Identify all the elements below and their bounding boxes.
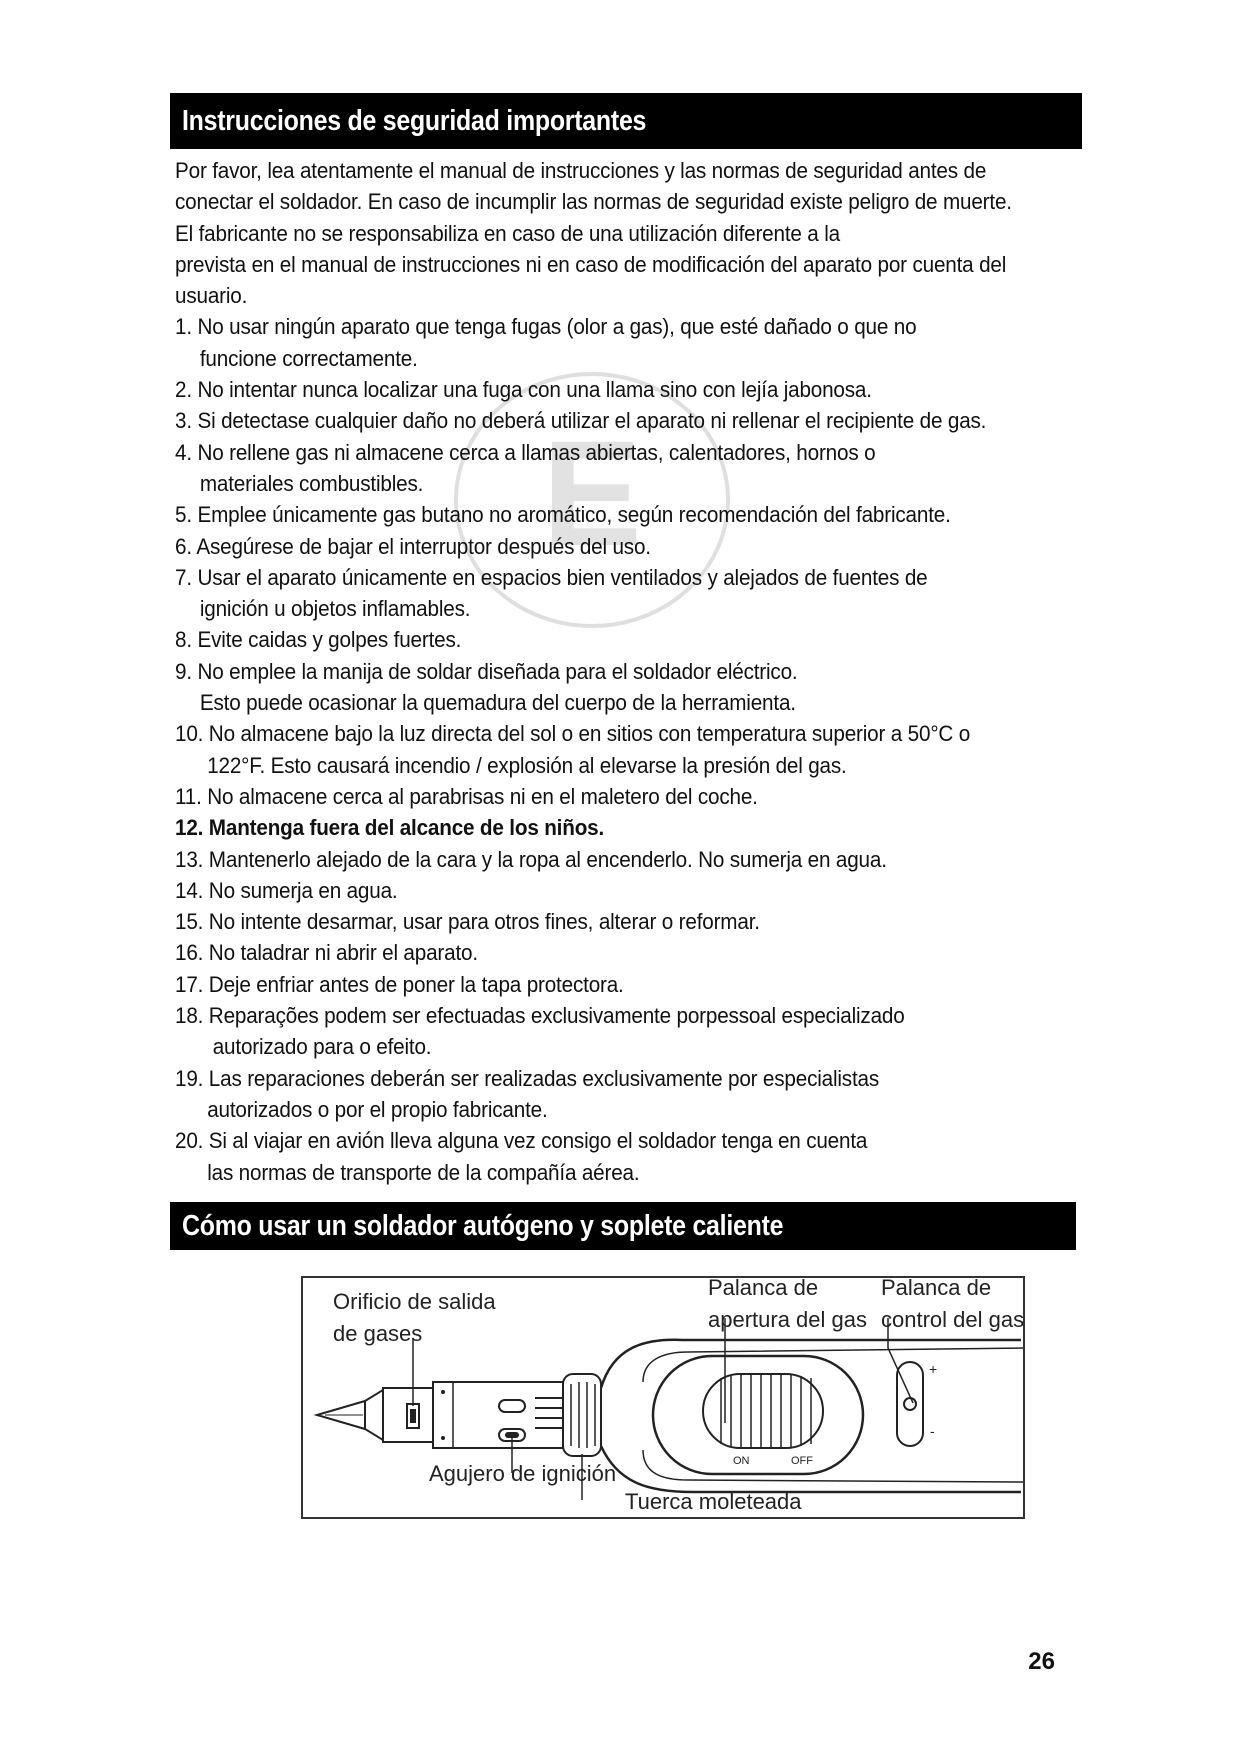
intro-line: usuario. (175, 283, 248, 309)
label-gas-outlet-2: de gases (333, 1321, 423, 1346)
item-text: No usar ningún aparato que tenga fugas (olor a gas), que esté dañado o que no (197, 314, 917, 340)
item-text-cont: autorizados o por el propio fabricante. (207, 1096, 548, 1122)
item-text-cont: funcione correctamente. (199, 345, 418, 371)
item-number: 5. (175, 502, 192, 528)
intro-line: conectar el soldador. En caso de incumplir las normas de seguridad existe peligro de muerte. (175, 189, 1012, 215)
list-item (175, 906, 1075, 937)
item-text: Mantenga fuera del alcance de los niños. (208, 815, 605, 841)
item-number: 2. (175, 377, 192, 403)
item-text-cont: autorizado para o efeito. (212, 1034, 432, 1060)
list-item (175, 562, 1075, 625)
list-item (175, 875, 1075, 906)
item-number: 11. (175, 783, 202, 809)
list-item (175, 969, 1075, 1000)
item-number: 12. (175, 815, 204, 841)
item-text: Si detectase cualquier daño no deberá utilizar el aparato ni rellenar el recipiente de gas. (197, 408, 987, 434)
label-ignition-hole: Agujero de ignición (429, 1461, 617, 1486)
intro-line: prevista en el manual de instrucciones ni en caso de modificación del aparato por cuenta del (175, 251, 1007, 277)
item-number: 20. (175, 1128, 204, 1154)
item-text: Si al viajar en avión lleva alguna vez consigo el soldador tenga en cuenta (208, 1128, 868, 1154)
item-number: 10. (175, 721, 204, 747)
item-number: 17. (175, 971, 204, 997)
list-item (175, 844, 1075, 875)
watermark-letter: E (541, 409, 643, 577)
label-control-lever: Palanca de (881, 1275, 992, 1300)
list-item (175, 405, 1075, 436)
item-number: 3. (175, 408, 192, 434)
list-item (175, 499, 1075, 530)
list-item (175, 531, 1075, 562)
list-item (175, 1000, 1075, 1063)
item-text: Mantenerlo alejado de la cara y la ropa al encenderlo. No sumerja en agua. (208, 846, 887, 872)
intro-line: El fabricante no se responsabiliza en caso de una utilización diferente a la (175, 220, 840, 246)
label-open-lever: Palanca de (708, 1275, 819, 1300)
item-text: Usar el aparato únicamente en espacios bien ventilados y alejados de fuentes de (197, 564, 928, 590)
item-number: 9. (175, 658, 192, 684)
switch-on-label: ON (733, 1455, 750, 1467)
list-item (175, 1063, 1075, 1126)
item-text-cont: ignición u objetos inflamables. (199, 596, 471, 622)
item-number: 18. (175, 1003, 204, 1029)
item-text: No rellene gas ni almacene cerca a llamas abiertas, calentadores, hornos o (197, 439, 876, 465)
safety-list (175, 311, 1075, 1187)
intro-line: Por favor, lea atentamente el manual de instrucciones y las normas de seguridad antes de (175, 158, 987, 183)
section-heading-usage (170, 1202, 1076, 1250)
nozzle-shape (365, 1390, 383, 1440)
item-number: 4. (175, 439, 192, 465)
section-heading-safety (170, 93, 1082, 149)
list-item (175, 311, 1075, 374)
label-gas-outlet: Orificio de salida (333, 1289, 496, 1314)
list-item (175, 718, 1075, 781)
item-text: No almacene bajo la luz directa del sol o en sitios con temperatura superior a 50°C o (208, 721, 971, 747)
intro-paragraph (175, 155, 1075, 311)
item-text-cont: materiales combustibles. (199, 470, 424, 496)
switch-off-label: OFF (791, 1455, 813, 1467)
item-text: Emplee únicamente gas butano no aromático, según recomendación del fabricante. (197, 502, 951, 528)
list-item (175, 1125, 1075, 1188)
item-text: Deje enfriar antes de poner la tapa protectora. (208, 971, 624, 997)
item-number: 15. (175, 909, 204, 935)
item-text: No almacene cerca al parabrisas ni en el maletero del coche. (207, 783, 758, 809)
item-text: No emplee la manija de soldar diseñada para el soldador eléctrico. (197, 658, 798, 684)
minus-label: - (930, 1423, 935, 1439)
item-text-cont: las normas de transporte de la compañía aérea. (207, 1159, 640, 1185)
label-knurled-nut: Tuerca moleteada (625, 1489, 802, 1514)
label-control-lever-2: control del gas (881, 1307, 1025, 1332)
list-item-emphasis (175, 812, 1075, 843)
item-number: 19. (175, 1065, 204, 1091)
item-number: 14. (175, 877, 204, 903)
item-text: Evite caidas y golpes fuertes. (197, 627, 462, 653)
soldering-iron-diagram (301, 1276, 1025, 1519)
heading-text: Instrucciones de seguridad importantes (182, 105, 647, 137)
item-number: 13. (175, 846, 204, 872)
list-item (175, 374, 1075, 405)
item-number: 1. (175, 314, 192, 340)
item-number: 8. (175, 627, 192, 653)
page-number: 26 (1028, 1648, 1055, 1675)
list-item (175, 437, 1075, 500)
safety-text (175, 155, 1075, 1188)
ignition-hole (499, 1400, 525, 1412)
item-text: No taladrar ni abrir el aparato. (208, 940, 478, 966)
item-text: No intente desarmar, usar para otros fines, alterar o reformar. (208, 909, 760, 935)
list-item (175, 781, 1075, 812)
item-text: Asegúrese de bajar el interruptor después del uso. (196, 533, 651, 559)
item-text-cont: 122°F. Esto causará incendio / explosión al elevarse la presión del gas. (207, 752, 847, 778)
item-number: 7. (175, 564, 192, 590)
item-text: Las reparaciones deberán ser realizadas exclusivamente por especialistas (208, 1065, 880, 1091)
item-number: 6. (175, 533, 192, 559)
label-open-lever-2: apertura del gas (708, 1307, 867, 1332)
plus-label: + (929, 1361, 938, 1377)
item-number: 16. (175, 940, 204, 966)
list-item (175, 624, 1075, 655)
item-text-cont: Esto puede ocasionar la quemadura del cuerpo de la herramienta. (199, 690, 796, 716)
heading-text: Cómo usar un soldador autógeno y soplete caliente (182, 1210, 784, 1242)
item-text: No sumerja en agua. (208, 877, 398, 903)
list-item (175, 937, 1075, 968)
item-text: Reparações podem ser efectuadas exclusivamente porpessoal especializado (208, 1003, 905, 1029)
item-text: No intentar nunca localizar una fuga con una llama sino con lejía jabonosa. (197, 377, 872, 403)
list-item (175, 656, 1075, 719)
